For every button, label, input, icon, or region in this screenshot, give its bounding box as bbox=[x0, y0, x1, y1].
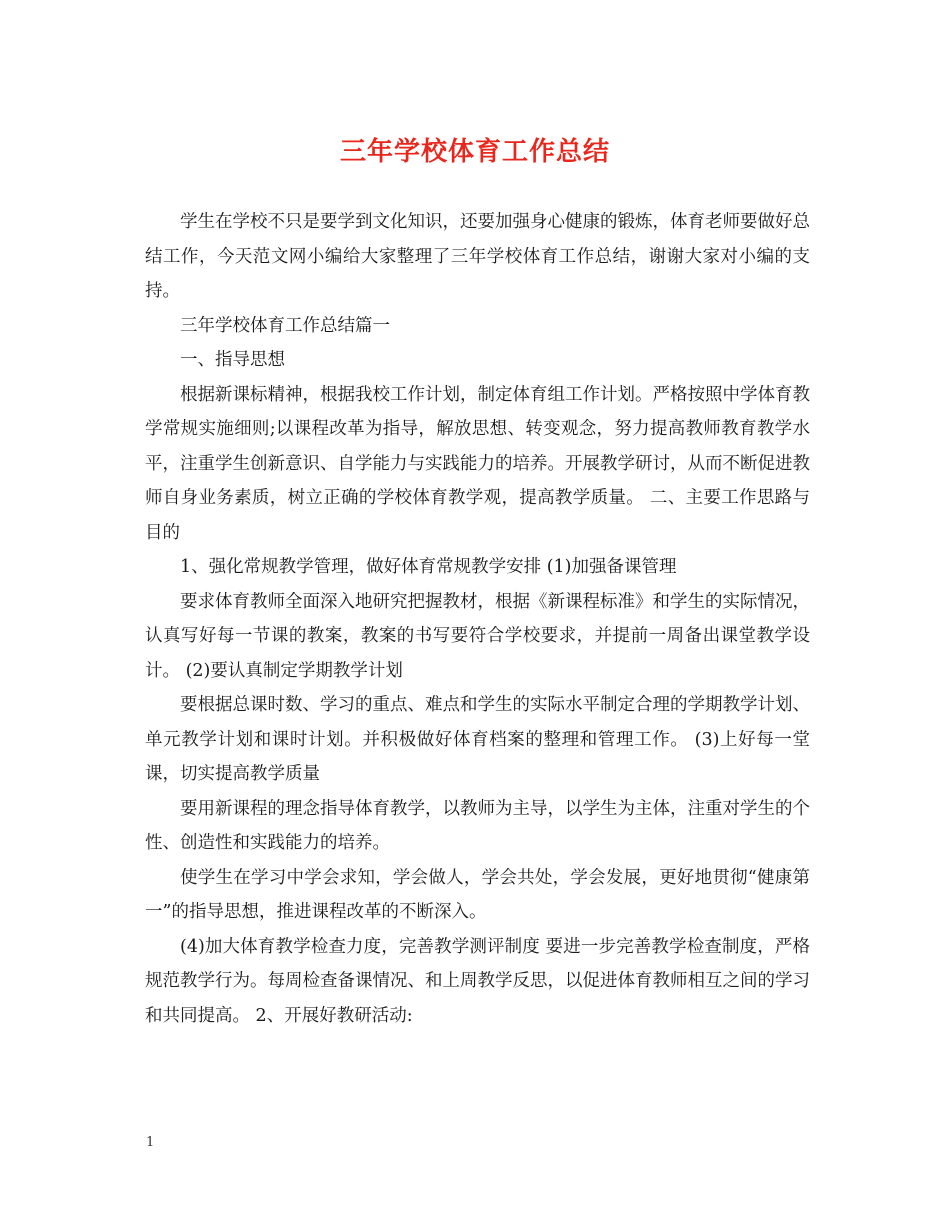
paragraph-item-1: 1、强化常规教学管理，做好体育常规教学安排 (1)加强备课管理 bbox=[180, 557, 677, 577]
page-number: 1 bbox=[146, 1135, 155, 1150]
paragraph-guiding-heading: 一、指导思想 bbox=[180, 350, 285, 370]
paragraph-health-first: 使学生在学习中学会求知，学会做人，学会共处，学会发展，更好地贯彻“健康第一”的指导思想，推进课程改革的不断深入。 bbox=[145, 867, 810, 922]
document-title: 三年学校体育工作总结 bbox=[339, 137, 610, 167]
paragraph-new-curriculum: 要用新课程的理念指导体育教学，以教师为主导，以学生为主体，注重对学生的个性、创造性和实践能力的培养。 bbox=[145, 798, 810, 853]
paragraph-guiding-body: 根据新课标精神，根据我校工作计划，制定体育组工作计划。严格按照中学体育教学常规实施细则;以课程改革为指导，解放思想、转变观念，努力提高教师教育教学水平，注重学生创新意识、自学能力与实践能力的培养。开展教学研讨，从而不断促进教师自身业务素质，树立正确的学校体育教学观，提高教学质量。 二、主要工作思路与目的 bbox=[145, 384, 810, 543]
paragraph-intro: 学生在学校不只是要学到文化知识，还要加强身心健康的锻炼，体育老师要做好总结工作，今天范文网小编给大家整理了三年学校体育工作总结，谢谢大家对小编的支持。 bbox=[145, 212, 810, 301]
paragraph-inspection: (4)加大体育教学检查力度，完善教学测评制度 要进一步完善教学检查制度，严格规范教学行为。每周检查备课情况、和上周教学反思，以促进体育教师相互之间的学习和共同提高。 2、开展好教研活动: bbox=[145, 936, 810, 1026]
document-body bbox=[145, 205, 810, 1033]
paragraph-lesson-prep: 要求体育教师全面深入地研究把握教材，根据《新课程标准》和学生的实际情况，认真写好每一节课的教案，教案的书写要符合学校要求，并提前一周备出课堂教学设计。 (2)要认真制定学期教学计划 bbox=[145, 591, 810, 681]
paragraph-section-heading: 三年学校体育工作总结篇一 bbox=[180, 315, 390, 336]
paragraph-term-plan: 要根据总课时数、学习的重点、难点和学生的实际水平制定合理的学期教学计划、单元教学计划和课时计划。并积极做好体育档案的整理和管理工作。 (3)上好每一堂课，切实提高教学质量 bbox=[145, 695, 810, 784]
